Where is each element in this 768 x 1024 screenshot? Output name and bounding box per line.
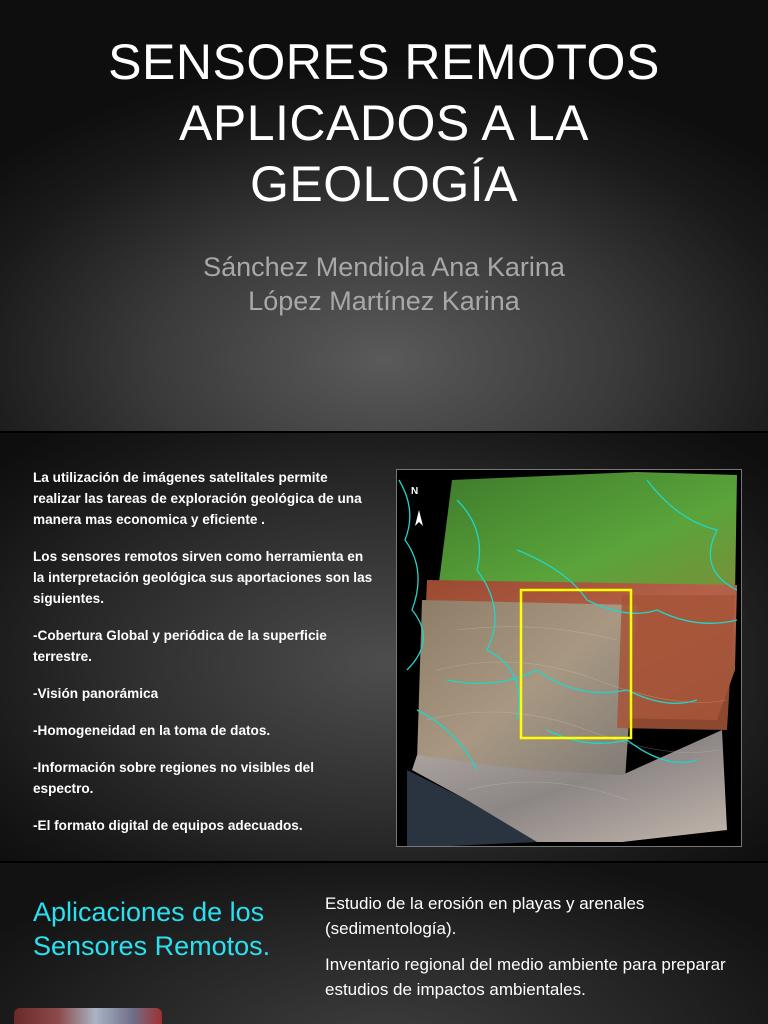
satellite-mosaic-graphic <box>397 470 742 847</box>
bullet-item: -Visión panorámica <box>33 686 159 701</box>
list-item: Inventario regional del medio ambiente para preparar estudios de impactos ambientales. <box>325 955 726 999</box>
bullet-item: -Cobertura Global y periódica de la superficie terrestre. <box>33 628 327 664</box>
title-line: SENSORES REMOTOS <box>108 34 660 90</box>
authors <box>0 250 768 318</box>
paragraph: La utilización de imágenes satelitales permite realizar las tareas de exploración geológica de una manera mas economica y eficiente . <box>33 470 362 527</box>
author-name: López Martínez Karina <box>248 286 520 316</box>
slide-body-text <box>33 467 378 852</box>
author-name: Sánchez Mendiola Ana Karina <box>203 252 565 282</box>
applications-slide <box>0 863 768 1024</box>
content-slide <box>0 433 768 861</box>
title-line: GEOLOGÍA <box>250 156 518 212</box>
bullet-item: -Homogeneidad en la toma de datos. <box>33 723 271 738</box>
applications-heading: Aplicaciones de los Sensores Remotos. <box>33 897 271 961</box>
north-label: N <box>411 486 419 497</box>
list-item: Estudio de la erosión en playas y arenales (sedimentología). <box>325 894 645 938</box>
satellite-map-image <box>396 469 742 847</box>
bullet-item: -El formato digital de equipos adecuados. <box>33 818 303 833</box>
title-line: APLICADOS A LA <box>179 95 589 151</box>
slide-title <box>0 32 768 215</box>
thumbnail-image <box>14 1008 162 1024</box>
paragraph: Los sensores remotos sirven como herramienta en la interpretación geológica sus aportaciones son las siguientes. <box>33 549 373 606</box>
applications-list <box>325 891 745 1013</box>
title-slide <box>0 0 768 431</box>
bullet-item: -Información sobre regiones no visibles del espectro. <box>33 760 315 796</box>
